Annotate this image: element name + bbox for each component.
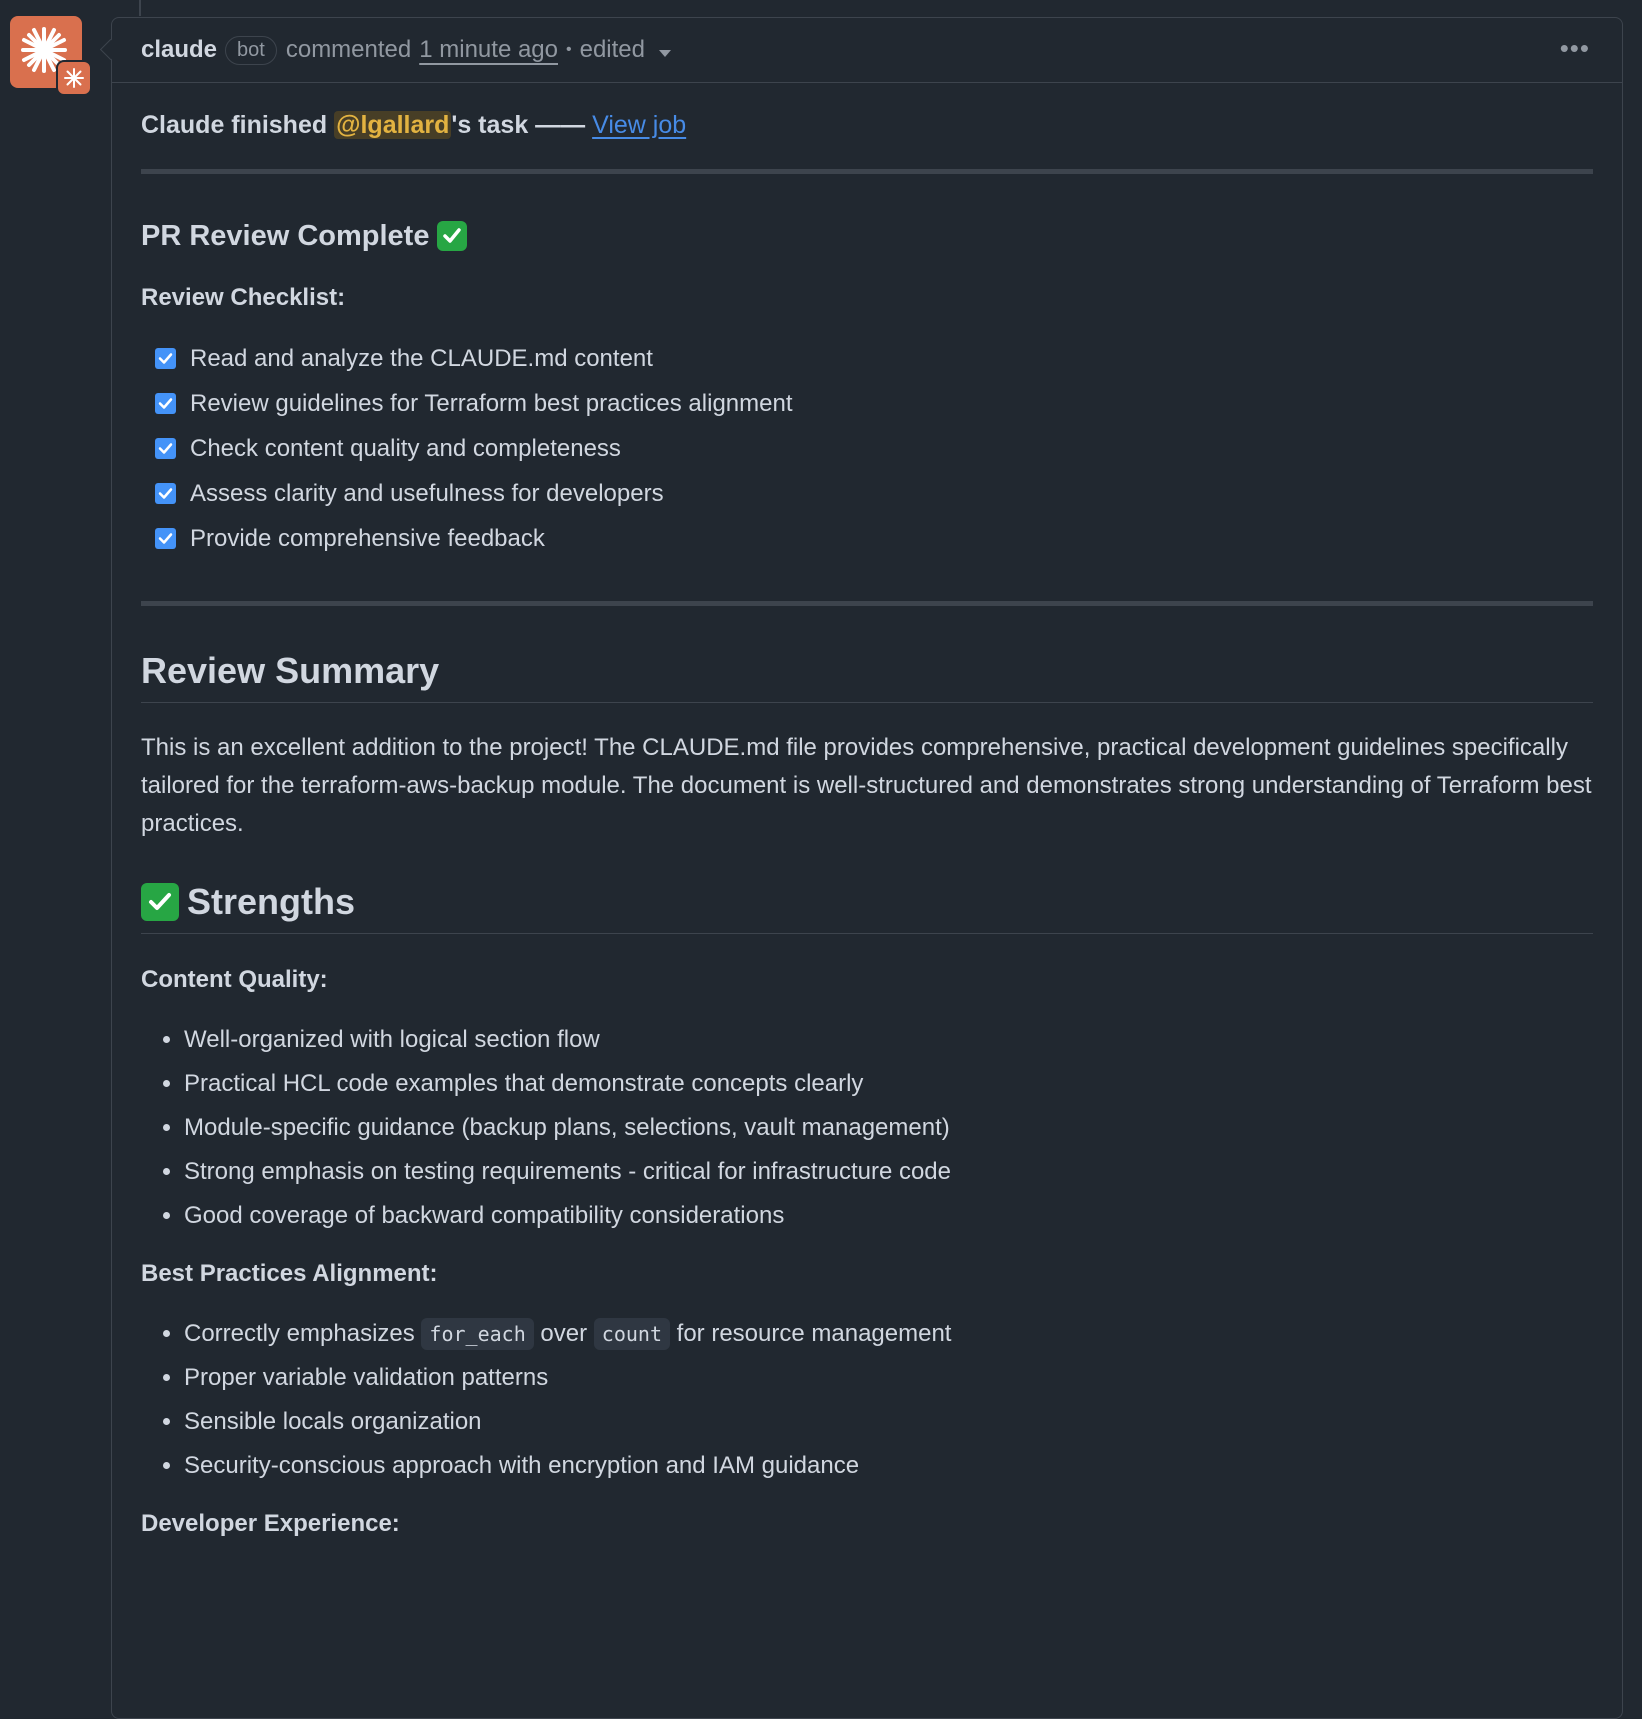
review-complete-heading-text: PR Review Complete [141, 219, 430, 252]
edited-label[interactable]: edited [579, 36, 645, 63]
review-checklist [141, 336, 1593, 561]
comment-action: commented [285, 36, 412, 63]
content-quality-label: Content Quality: [141, 966, 328, 993]
check-mark-icon [437, 221, 467, 251]
content-quality-list [141, 1018, 1593, 1238]
summary-paragraph: This is an excellent addition to the project! The CLAUDE.md file provides comprehensive, practical development guidelines specifically tailored for the terraform-aws-backup module. The document is well-structured and demonstrates strong understanding of Terraform best practices. [141, 734, 1592, 837]
list-item-text: for resource management [670, 1320, 952, 1347]
checkbox-checked-icon[interactable] [155, 438, 176, 459]
developer-experience-label: Developer Experience: [141, 1510, 400, 1537]
divider [141, 601, 1593, 606]
checkbox-checked-icon[interactable] [155, 348, 176, 369]
list-item [184, 1312, 1593, 1356]
task-status-line [141, 111, 1593, 147]
list-item: • Sensible locals organization [184, 1400, 1593, 1444]
separator-dot: • [566, 41, 572, 58]
checklist-item-text: Assess clarity and usefulness for developers [190, 479, 664, 507]
checklist-item-text: Provide comprehensive feedback [190, 524, 545, 552]
avatar[interactable] [10, 16, 82, 88]
strengths-heading [141, 881, 1593, 934]
checklist-item [141, 426, 1593, 471]
checklist-item [141, 516, 1593, 561]
comment-timestamp[interactable]: 1 minute ago [419, 36, 558, 63]
author-name[interactable]: claude [141, 36, 218, 63]
best-practices-label: Best Practices Alignment: [141, 1260, 438, 1287]
inline-code: for_each [421, 1318, 533, 1350]
summary-heading-text: Review Summary [141, 650, 440, 691]
checklist-item [141, 336, 1593, 381]
checklist-label: Review Checklist: [141, 284, 346, 311]
timeline-line [139, 0, 141, 16]
checklist-item-text: Read and analyze the CLAUDE.md content [190, 344, 653, 372]
edited-dropdown-caret-icon[interactable] [659, 50, 671, 57]
list-item: • Well-organized with logical section flow [184, 1018, 1593, 1062]
divider [141, 169, 1593, 174]
checkbox-checked-icon[interactable] [155, 528, 176, 549]
checkbox-checked-icon[interactable] [155, 393, 176, 414]
inline-code: count [594, 1318, 670, 1350]
list-item-text: Correctly emphasizes [184, 1320, 422, 1347]
comment-header [112, 18, 1622, 83]
strengths-heading-text: Strengths [187, 881, 356, 922]
more-options-icon[interactable]: ••• [1559, 33, 1590, 63]
list-item: • Module-specific guidance (backup plans, selections, vault management) [184, 1106, 1593, 1150]
checklist-item [141, 381, 1593, 426]
app-badge [56, 60, 92, 96]
list-item: • Practical HCL code examples that demonstrate concepts clearly [184, 1062, 1593, 1106]
list-item: • Security-conscious approach with encryption and IAM guidance [184, 1444, 1593, 1488]
list-item: • Proper variable validation patterns [184, 1356, 1593, 1400]
checkbox-checked-icon[interactable] [155, 483, 176, 504]
list-item-text: over [533, 1320, 594, 1347]
checklist-item-text: Check content quality and completeness [190, 434, 621, 462]
list-item: • Good coverage of backward compatibility considerations [184, 1194, 1593, 1238]
best-practices-list [141, 1312, 1593, 1488]
review-complete-heading [141, 218, 1593, 254]
comment-body [112, 111, 1622, 1538]
comment-box [111, 17, 1623, 1719]
bot-label: bot [225, 36, 277, 65]
claude-star-small-icon [64, 68, 84, 88]
check-mark-icon [141, 883, 179, 921]
finish-suffix: 's task —— [451, 111, 593, 139]
checklist-item [141, 471, 1593, 516]
finish-prefix: Claude finished [141, 111, 335, 139]
summary-heading [141, 650, 1593, 703]
view-job-link[interactable]: View job [592, 111, 687, 139]
user-mention[interactable]: @lgallard [336, 111, 450, 139]
checklist-item-text: Review guidelines for Terraform best practices alignment [190, 389, 793, 417]
list-item: • Strong emphasis on testing requirements - critical for infrastructure code [184, 1150, 1593, 1194]
